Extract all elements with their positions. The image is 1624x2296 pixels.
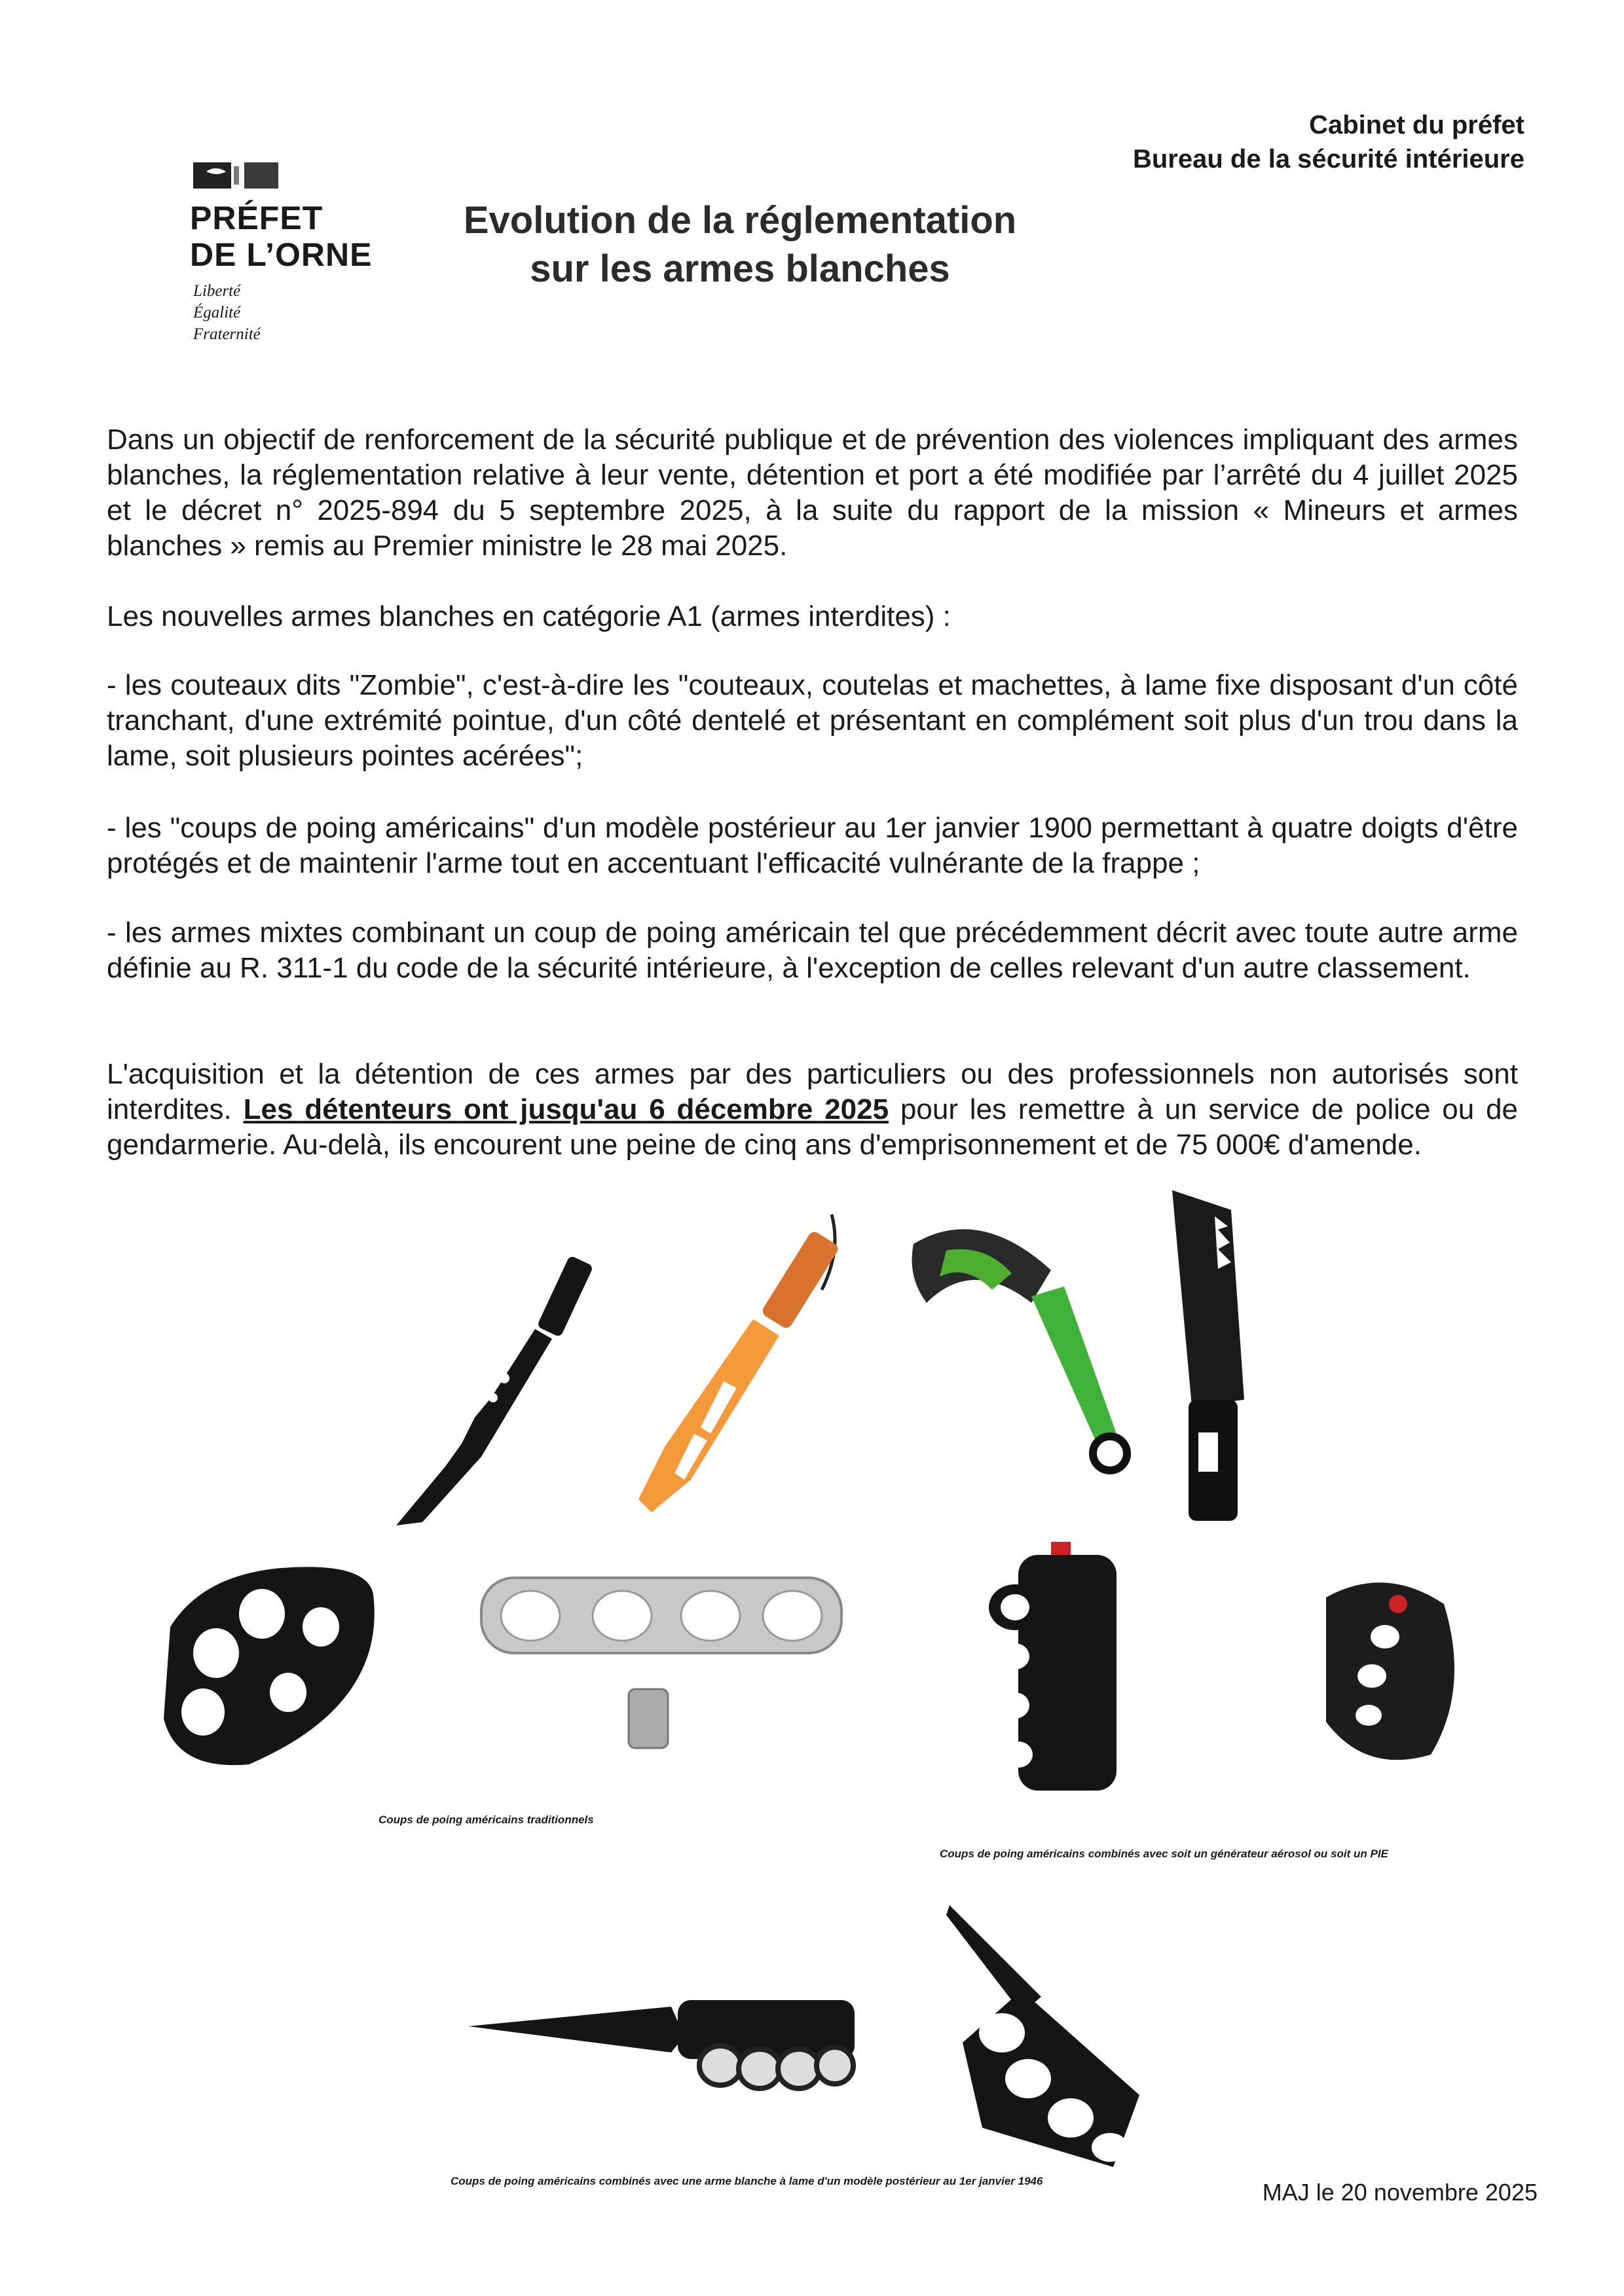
motto-fraternite: Fraternité <box>193 325 261 343</box>
motto-liberte: Liberté <box>193 282 241 300</box>
list-item-mixed-weapons: - les armes mixtes combinant un coup de poing américain tel que précédemment décrit avec toute autre arme définie au R. 311-1 du code de la sécurité intérieure, à l'exception de celles relevant d'un autre classement. <box>107 917 1518 984</box>
black-zombie-sword-image <box>383 1247 612 1535</box>
motto-egalite: Égalité <box>193 304 241 321</box>
issuer-block <box>1133 108 1524 176</box>
marianne-logo <box>193 157 285 191</box>
brass-knuckles-aerosol-image <box>979 1542 1136 1797</box>
list-item-zombie-knives: - les couteaux dits "Zombie", c'est-à-dire les "couteaux, coutelas et machettes, à lame fixe disposant d'un côté tranchant, d'une extrémité pointue, d'un côté dentelé et présentant en complément soit plus d'un trou dans la lame, soit plusieurs pointes acérées"; <box>107 669 1518 772</box>
update-date: MAJ le 20 novembre 2025 <box>1262 2179 1538 2206</box>
title-line-1: Evolution de la réglementation <box>463 199 1017 242</box>
knuckle-blade-knife-image <box>943 1899 1179 2174</box>
spiked-knuckle-taser-image <box>1306 1571 1470 1768</box>
orange-zombie-knife-image <box>612 1211 887 1525</box>
closing-text-end: pour les remettre à un service de police ou de gendarmerie. Au-delà, ils encourent une peine de cinq ans d'emprisonnement et de 75 000€ d'amende. <box>107 1093 1519 1161</box>
list-intro: Les nouvelles armes blanches en catégorie A1 (armes interdites) : <box>107 600 951 632</box>
prefet-line-2: DE L’ORNE <box>190 236 373 273</box>
caption-traditional: Coups de poing américains traditionnels <box>378 1813 594 1826</box>
shark-cleaver-image <box>1153 1190 1257 1524</box>
prefet-line-1: PRÉFET <box>190 200 323 236</box>
intro-paragraph: Dans un objectif de renforcement de la sécurité publique et de prévention des violences impliquant des armes blanches, la réglementation relative à leur vente, détention et port a été modifiée par l’arrêté du 4 juillet 2025 et le décret n° 2025-894 du 5 septembre 2025, à la suite du rapport de la mission « Mineurs et armes blanches » remis au Premier ministre le 28 mai 2025. <box>107 424 1518 562</box>
knuckle-dagger-image <box>462 1967 868 2105</box>
page-title <box>452 196 1028 293</box>
bureau-label: Bureau de la sécurité intérieure <box>1132 145 1524 173</box>
brass-knuckles-black-image <box>151 1555 393 1771</box>
brass-knuckles-silver-image <box>475 1565 848 1755</box>
caption-aerosol: Coups de poing américains combinés avec soit un générateur aérosol ou soit un PIE <box>940 1848 1388 1860</box>
closing-paragraph <box>107 1057 1518 1163</box>
republic-motto <box>193 280 261 345</box>
prefet-name <box>190 200 372 273</box>
list-item-brass-knuckles: - les "coups de poing américains" d'un modèle postérieur au 1er janvier 1900 permettant à quatre doigts d'être protégés et de maintenir l'arme tout en accentuant l'efficacité vulnérante de la frappe ; <box>107 812 1518 879</box>
cabinet-label: Cabinet du préfet <box>1309 111 1524 139</box>
green-hook-knife-image <box>900 1218 1159 1480</box>
caption-blade: Coups de poing américains combinés avec une arme blanche à lame d'un modèle postérieur au 1er janvier 1946 <box>451 2175 1043 2187</box>
title-line-2: sur les armes blanches <box>530 247 950 290</box>
deadline-highlight: Les détenteurs ont jusqu'au 6 décembre 2025 <box>243 1093 889 1125</box>
closing-text-start: L'acquisition et la détention de ces armes par des particuliers ou des professionnels non autorisés sont interdites. <box>107 1058 1518 1125</box>
